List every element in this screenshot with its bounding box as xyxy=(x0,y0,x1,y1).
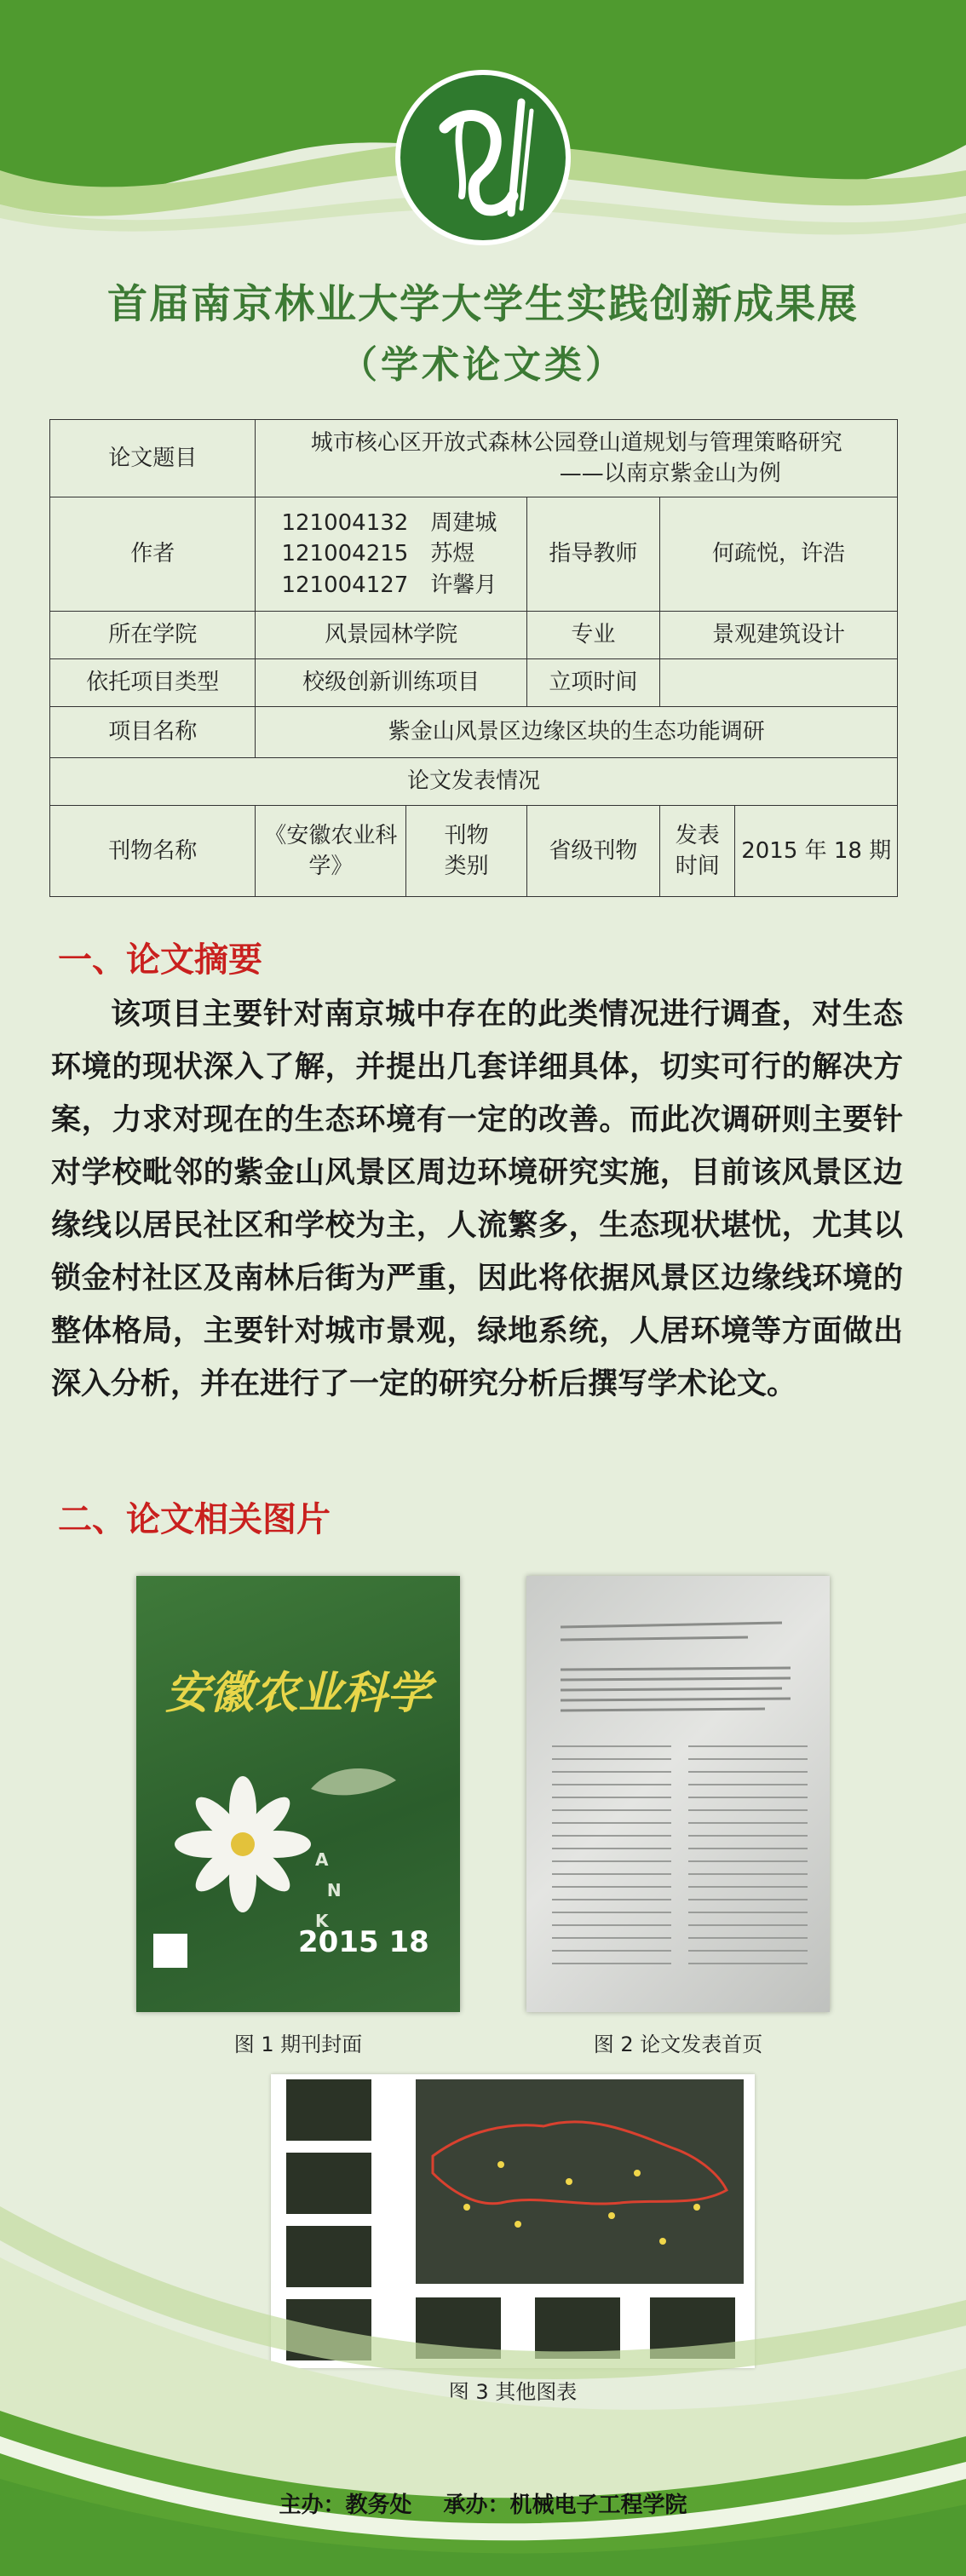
page-title: 首届南京林业大学大学生实践创新成果展 xyxy=(107,281,859,328)
section-heading-abstract: 一、论文摘要 xyxy=(58,940,262,980)
author-3: 121004127 许馨月 xyxy=(281,572,497,598)
pubtime-label-text: 发表时间 xyxy=(675,822,720,879)
footer-organizer: 承办：机械电子工程学院 xyxy=(443,2493,687,2518)
author-2: 121004215 苏煜 xyxy=(281,541,475,567)
pubtime-label xyxy=(659,806,734,897)
title-line-2: ——以南京紫金山为例 xyxy=(559,461,781,486)
footer-host: 主办：教务处 xyxy=(279,2493,412,2518)
cover-issue: 2015 18 xyxy=(298,1925,429,1959)
cover-title: 安徽农业科学 xyxy=(164,1667,431,1719)
category-label-text: 刊物类别 xyxy=(444,822,489,879)
thesis-info-table xyxy=(49,419,898,897)
publication-header: 论文发表情况 xyxy=(50,758,898,806)
pubtime-value: 2015 年 18 期 xyxy=(735,806,898,897)
cover-letters: A N K xyxy=(315,1849,342,1931)
journal-label: 刊物名称 xyxy=(50,806,256,897)
abstract-text xyxy=(51,988,903,1411)
figure-1-caption: 图 1 期刊封面 xyxy=(233,2033,363,2056)
page-subtitle: （学术论文类） xyxy=(340,343,626,387)
title-label: 论文题目 xyxy=(50,420,256,497)
project-type-label: 依托项目类型 xyxy=(50,659,256,707)
footer xyxy=(0,2487,966,2519)
category-value: 省级刊物 xyxy=(526,806,659,897)
advisor-label: 指导教师 xyxy=(526,497,659,612)
project-name-label: 项目名称 xyxy=(50,707,256,758)
project-name-value: 紫金山风景区边缘区块的生态功能调研 xyxy=(256,707,898,758)
section-heading-images: 二、论文相关图片 xyxy=(58,1499,331,1539)
bird-icon xyxy=(307,1755,400,1814)
project-time-label: 立项时间 xyxy=(526,659,659,707)
journal-cover-photo xyxy=(136,1576,460,2012)
abstract-paragraph: 该项目主要针对南京城中存在的此类情况进行调查，对生态环境的现状深入了解，并提出几套详细具体，切实可行的解决方案，力求对现在的生态环境有一定的改善。而此次调研则主要针对学校毗邻的紫金山风景区周边环境研究实施，目前该风景区边缘线以居民社区和学校为主，人流繁多，生态现状堪忧，尤其以锁金村社区及南林后街为严重，因此将依据风景区边缘线环境的整体格局，主要针对城市景观，绿地系统，人居环境等方面做出深入分析，并在进行了一定的研究分析后撰写学术论文。 xyxy=(51,997,903,1401)
university-logo-icon xyxy=(394,68,572,247)
project-type-value: 校级创新训练项目 xyxy=(256,659,526,707)
college-value: 风景园林学院 xyxy=(256,612,526,659)
figure-3-caption: 图 3 其他图表 xyxy=(448,2380,578,2404)
journal-value: 《安徽农业科学》 xyxy=(256,806,406,897)
title-value xyxy=(256,420,898,497)
advisor-value: 何疏悦，许浩 xyxy=(659,497,897,612)
paper-first-page-photo xyxy=(526,1576,830,2012)
project-time-value xyxy=(659,659,897,707)
major-value: 景观建筑设计 xyxy=(659,612,897,659)
college-label: 所在学院 xyxy=(50,612,256,659)
author-list xyxy=(256,497,526,612)
title-line-1: 城市核心区开放式森林公园登山道规划与管理策略研究 xyxy=(310,429,842,456)
major-label: 专业 xyxy=(526,612,659,659)
author-1: 121004132 周建城 xyxy=(281,509,497,536)
chart-thumbnail xyxy=(286,2079,371,2141)
figure-2-caption: 图 2 论文发表首页 xyxy=(593,2033,763,2056)
flower-icon xyxy=(170,1772,315,1917)
category-label xyxy=(406,806,527,897)
paper-text-lines-icon xyxy=(526,1576,830,2012)
qr-code-icon xyxy=(153,1934,187,1968)
author-label: 作者 xyxy=(50,497,256,612)
